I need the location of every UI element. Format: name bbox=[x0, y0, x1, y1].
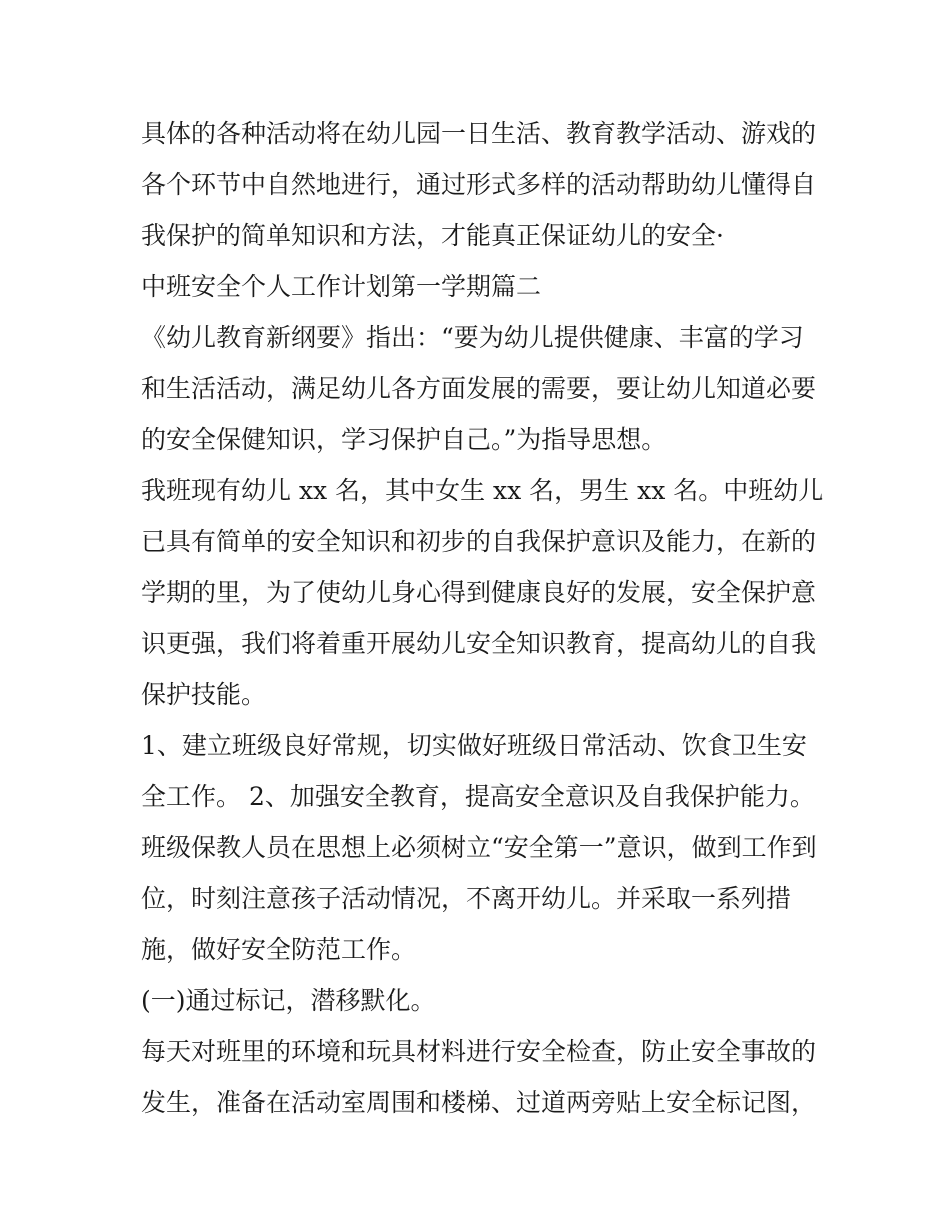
subsection-heading: (一)通过标记，潜移默化。 bbox=[141, 986, 436, 1015]
text-line: 《幼儿教育新纲要》指出：“要为幼儿提供健康、丰富的学习 bbox=[141, 323, 804, 352]
text-line: 识更强，我们将着重开展幼儿安全知识教育，提高幼儿的自我 bbox=[141, 629, 817, 658]
text-line: 每天对班里的环境和玩具材料进行安全检查，防止安全事故的 bbox=[141, 1037, 817, 1066]
text-line: 全工作。 2、加强安全教育，提高安全意识及自我保护能力。 bbox=[141, 782, 815, 811]
text-line: 1、建立班级良好常规，切实做好班级日常活动、饮食卫生安 bbox=[141, 731, 807, 760]
text-line: 我保护的简单知识和方法，才能真正保证幼儿的安全· bbox=[141, 221, 724, 250]
text-line: 班级保教人员在思想上必须树立“安全第一”意识，做到工作到 bbox=[141, 833, 817, 862]
text-line: 的安全保健知识，学习保护自己。”为指导思想。 bbox=[141, 425, 667, 454]
text-line: 施，做好安全防范工作。 bbox=[141, 935, 417, 964]
text-line: 发生，准备在活动室周围和楼梯、过道两旁贴上安全标记图， bbox=[141, 1088, 817, 1117]
text-line: 学期的里，为了使幼儿身心得到健康良好的发展，安全保护意 bbox=[141, 578, 817, 607]
text-line: 各个环节中自然地进行，通过形式多样的活动帮助幼儿懂得自 bbox=[141, 170, 817, 199]
text-line: 位，时刻注意孩子活动情况，不离开幼儿。并采取一系列措 bbox=[141, 884, 792, 913]
text-line: 和生活活动，满足幼儿各方面发展的需要，要让幼儿知道必要 bbox=[141, 374, 817, 403]
document-body bbox=[141, 108, 824, 1128]
text-line: 已具有简单的安全知识和初步的自我保护意识及能力，在新的 bbox=[141, 527, 817, 556]
text-line: 具体的各种活动将在幼儿园一日生活、教育教学活动、游戏的 bbox=[141, 119, 817, 148]
section-heading: 中班安全个人工作计划第一学期篇二 bbox=[141, 272, 542, 301]
text-line: 我班现有幼儿 xx 名，其中女生 xx 名，男生 xx 名。中班幼儿 bbox=[141, 476, 824, 505]
text-line: 保护技能。 bbox=[141, 680, 267, 709]
